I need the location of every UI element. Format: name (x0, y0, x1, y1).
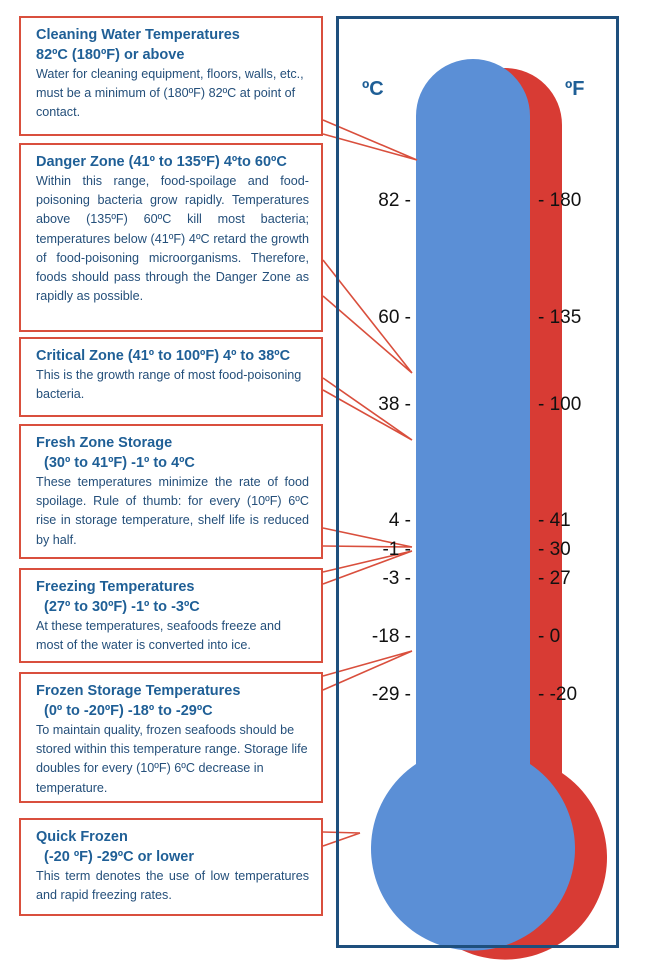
celsius-tick: 38 - (378, 394, 411, 415)
box-title: Danger Zone (41º to 135ºF) 4ºto 60ºC (36, 154, 287, 170)
celsius-tick: 82 - (378, 190, 411, 211)
box-body: These temperatures minimize the rate of food spoilage. Rule of thumb: for every (10ºF) 6ºC rise in storage temperature, shelf life is reduced by half. (36, 475, 309, 547)
fahrenheit-unit-label: ºF (565, 78, 585, 100)
box-body: Within this range, food-spoilage and food-poisoning bacteria grow rapidly. Temperatures above (135ºF) 60ºC kill most bacteria; temperatures below (41ºF) 4ºC retard the growth of food-poisoning microorganisms. Therefore, foods should pass through the Danger Zone as rapidly as possible. (36, 174, 309, 304)
box-quick-frozen (19, 818, 323, 916)
box-body: To maintain quality, frozen seafoods should be stored within this temperature range. Storage life doubles for every (10ºF) 6ºC decrease in temperature. (36, 723, 308, 795)
fahrenheit-tick: - 0 (538, 626, 561, 647)
thermometer-frame (336, 16, 619, 948)
box-title: Quick Frozen (36, 829, 128, 845)
celsius-tick: -18 - (371, 626, 411, 647)
box-title: Frozen Storage Temperatures (36, 683, 241, 699)
box-subtitle: (0º to -20ºF) -18º to -29ºC (44, 703, 213, 719)
box-subtitle: (30º to 41ºF) -1º to 4ºC (44, 455, 195, 471)
box-subtitle: 82ºC (180ºF) or above (36, 47, 185, 63)
box-body: At these temperatures, seafoods freeze and most of the water is converted into ice. (36, 619, 282, 653)
box-title: Cleaning Water Temperatures (36, 27, 240, 43)
fahrenheit-tick: - 180 (538, 190, 582, 211)
celsius-tick: -1 - (382, 539, 411, 560)
fahrenheit-tick: - 135 (538, 307, 582, 328)
box-body: Water for cleaning equipment, floors, walls, etc., must be a minimum of (180ºF) 82ºC at point of contact. (36, 67, 304, 120)
box-critical-zone (19, 337, 323, 417)
box-body: This is the growth range of most food-poisoning bacteria. (36, 368, 302, 402)
celsius-unit-label: ºC (362, 78, 384, 100)
box-subtitle: (27º to 30ºF) -1º to -3ºC (44, 599, 200, 615)
fahrenheit-tick: - 100 (538, 394, 582, 415)
box-title: Fresh Zone Storage (36, 435, 173, 451)
box-title: Critical Zone (41º to 100ºF) 4º to 38ºC (36, 348, 291, 364)
fahrenheit-tick: - 30 (538, 539, 571, 560)
fahrenheit-tick: - 27 (538, 568, 571, 589)
box-body: This term denotes the use of low temperatures and rapid freezing rates. (36, 869, 309, 903)
box-title: Freezing Temperatures (36, 579, 195, 595)
box-cleaning-water (19, 16, 323, 136)
fahrenheit-tick: - 41 (538, 510, 571, 531)
box-subtitle: (-20 ºF) -29ºC or lower (44, 849, 194, 865)
box-danger-zone (19, 143, 323, 332)
fahrenheit-tick: - -20 (538, 684, 578, 705)
box-frozen-storage (19, 672, 323, 803)
celsius-tick: 60 - (378, 307, 411, 328)
celsius-tick: -29 - (371, 684, 411, 705)
box-freezing (19, 568, 323, 663)
box-fresh-zone (19, 424, 323, 559)
celsius-tick: -3 - (382, 568, 411, 589)
celsius-tick: 4 - (388, 510, 411, 531)
